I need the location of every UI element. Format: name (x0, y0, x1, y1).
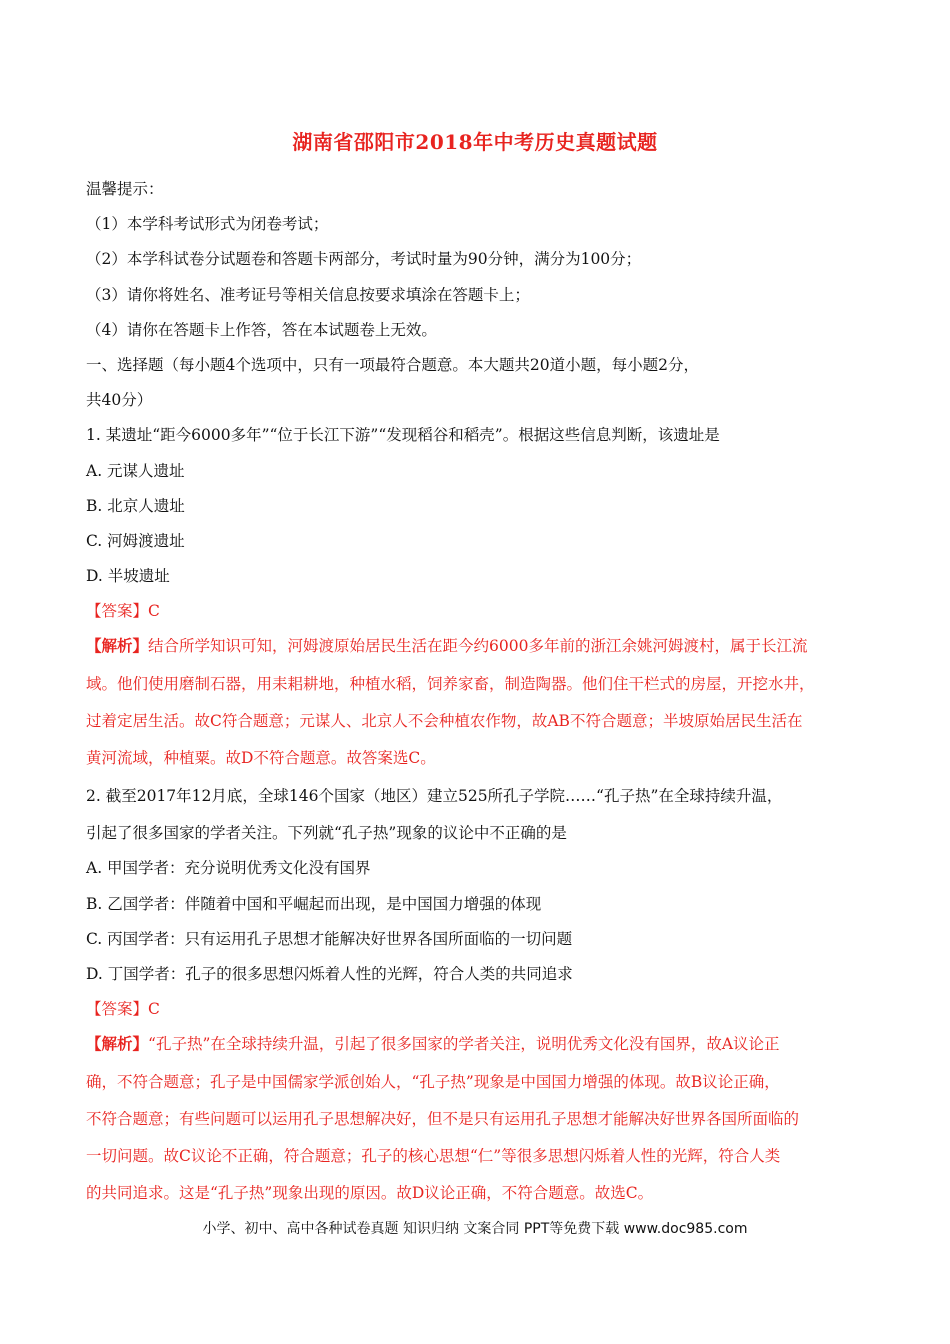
question-1-analysis-line (86, 635, 807, 657)
question-2-analysis-line: 确，不符合题意；孔子是中国儒家学派创始人，“孔子热”现象是中国国力增强的体现。故B议论正确， (86, 1073, 780, 1091)
question-1-option-c: C. 河姆渡遗址 (86, 532, 185, 550)
question-2-analysis-line (86, 1033, 780, 1055)
tip-item: （3）请你将姓名、准考证号等相关信息按要求填涂在答题卡上； (86, 286, 530, 304)
question-2-analysis-line: 一切问题。故C议论不正确，符合题意；孔子的核心思想“仁”等很多思想闪烁着人性的光辉，符合人类 (86, 1147, 781, 1165)
question-1-answer: 【答案】C (86, 602, 160, 620)
tip-item: （2）本学科试卷分试题卷和答题卡两部分，考试时量为90分钟，满分为100分； (86, 250, 642, 268)
question-2-analysis-line: 不符合题意；有些问题可以运用孔子思想解决好，但不是只有运用孔子思想才能解决好世界各国所面临的 (86, 1110, 800, 1128)
analysis-label: 【解析】 (86, 636, 149, 655)
analysis-text: “孔子热”在全球持续升温，引起了很多国家的学者关注，说明优秀文化没有国界，故A议论正 (148, 1035, 780, 1053)
tip-item: （4）请你在答题卡上作答，答在本试题卷上无效。 (86, 321, 437, 339)
section-heading-cont: 共40分） (86, 391, 153, 409)
question-1-stem: 1. 某遗址“距今6000多年”“位于长江下游”“发现稻谷和稻壳”。根据这些信息判断，该遗址是 (86, 426, 720, 444)
section-heading: 一、选择题（每小题4个选项中，只有一项最符合题意。本大题共20道小题，每小题2分， (86, 356, 699, 374)
question-2-option-c: C. 丙国学者：只有运用孔子思想才能解决好世界各国所面临的一切问题 (86, 930, 573, 948)
question-2-analysis-line: 的共同追求。这是“孔子热”现象出现的原因。故D议论正确，不符合题意。故选C。 (86, 1184, 654, 1202)
tips-heading: 温馨提示： (86, 180, 164, 198)
question-2-option-d: D. 丁国学者：孔子的很多思想闪烁着人性的光辉，符合人类的共同追求 (86, 965, 573, 983)
question-2-option-a: A. 甲国学者：充分说明优秀文化没有国界 (86, 859, 371, 877)
question-1-analysis-line: 过着定居生活。故C符合题意；元谋人、北京人不会种植农作物，故AB不符合题意；半坡原始居民生活在 (86, 712, 803, 730)
question-2-stem: 2. 截至2017年12月底，全球146个国家（地区）建立525所孔子学院……“孔子热”在全球持续升温， (86, 787, 783, 805)
analysis-text: 结合所学知识可知，河姆渡原始居民生活在距今约6000多年前的浙江余姚河姆渡村，属于长江流 (148, 637, 808, 655)
page-title: 湖南省邵阳市2018年中考历史真题试题 (292, 130, 658, 154)
question-2-option-b: B. 乙国学者：伴随着中国和平崛起而出现，是中国国力增强的体现 (86, 895, 542, 913)
question-1-analysis-line: 黄河流域，种植粟。故D不符合题意。故答案选C。 (86, 749, 436, 767)
question-1-analysis-line: 域。他们使用磨制石器，用耒耜耕地，种植水稻，饲养家畜，制造陶器。他们住干栏式的房屋，开挖水井， (86, 675, 815, 693)
question-2-stem: 引起了很多国家的学者关注。下列就“孔子热”现象的议论中不正确的是 (86, 824, 567, 842)
question-1-option-a: A. 元谋人遗址 (86, 462, 185, 480)
question-1-option-d: D. 半坡遗址 (86, 567, 170, 585)
question-1-option-b: B. 北京人遗址 (86, 497, 185, 515)
tip-item: （1）本学科考试形式为闭卷考试； (86, 215, 329, 233)
page-footer: 小学、初中、高中各种试卷真题 知识归纳 文案合同 PPT等免费下载 www.doc985.com (202, 1221, 748, 1237)
question-2-answer: 【答案】C (86, 1000, 160, 1018)
analysis-label: 【解析】 (86, 1034, 149, 1053)
